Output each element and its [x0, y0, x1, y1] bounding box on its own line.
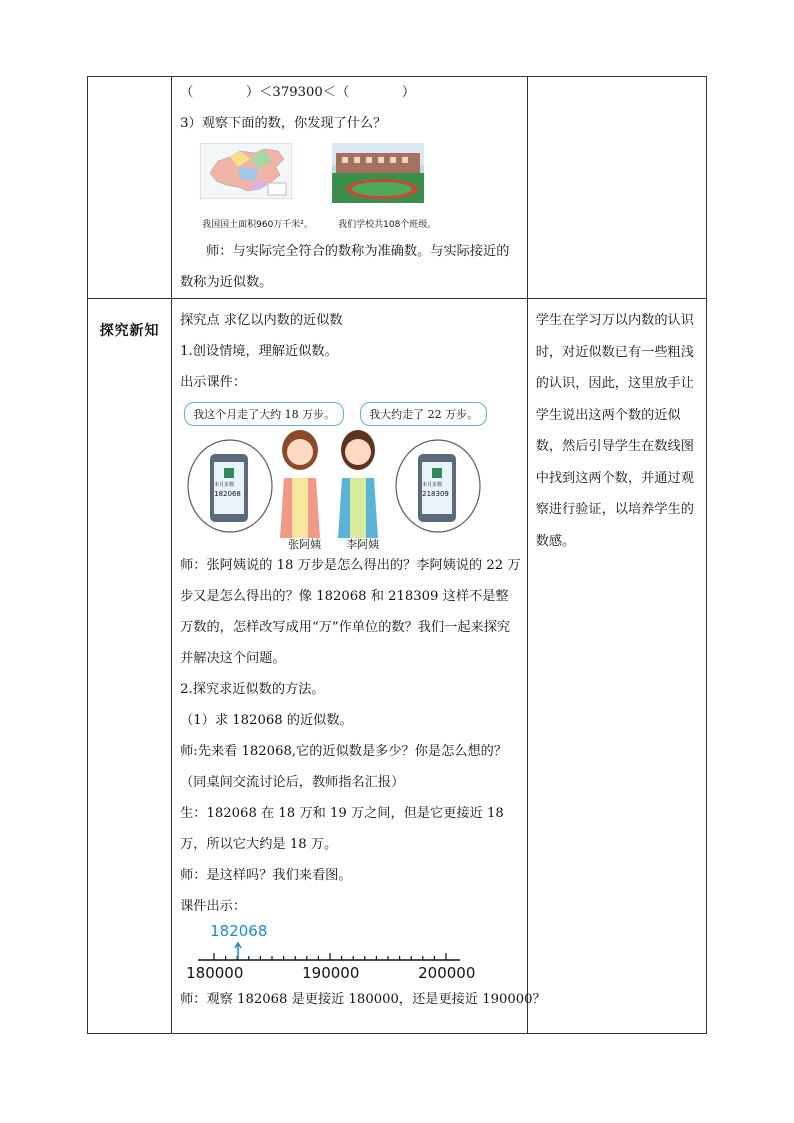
show-courseware: 出示课件：	[180, 375, 247, 390]
school-image	[332, 143, 424, 203]
aunties-image	[180, 398, 525, 550]
section-label: 探究新知	[88, 299, 172, 1034]
step-2-1: （1）求 182068 的近似数。	[180, 713, 353, 728]
phone-left-value: 182068	[214, 490, 241, 498]
step-1: 1.创设情境，理解近似数。	[180, 344, 338, 359]
final-question: 师：观察 182068 是更接近 180000，还是更接近 190000？	[180, 992, 546, 1007]
number-line-marker-label: 182068	[210, 922, 268, 940]
row1-label-cell	[88, 77, 172, 299]
explore-point: 探究点 求亿以内数的近似数	[180, 313, 343, 328]
definition-paragraph: 师：与实际完全符合的数称为准确数。与实际接近的数称为近似数。	[180, 244, 510, 290]
design-note: 学生在学习万以内数的认识时，对近似数已有一些粗浅的认识，因此，这里放手让学生说出这两个数的近似数，然后引导学生在数线图中找到这两个数，并通过观察进行验证，以培养学生的数感。	[535, 313, 694, 549]
phone-right-title: 本月步数	[422, 482, 443, 488]
number-line-label-1: 190000	[302, 964, 360, 982]
courseware-show: 课件出示：	[180, 899, 247, 914]
row2-content-cell	[172, 299, 546, 1034]
example-images	[200, 143, 527, 213]
discussion-note: （同桌间交流讨论后，教师指名汇报）	[180, 775, 405, 790]
number-line-label-2: 200000	[418, 964, 476, 982]
inequality-line: （ ）＜379300＜（ ）	[180, 85, 416, 100]
phone-left-title: 本月步数	[214, 482, 235, 488]
china-map-image	[200, 143, 292, 199]
number-line-label-0: 180000	[186, 964, 244, 982]
observe-question: 3）观察下面的数，你发现了什么？	[180, 116, 387, 131]
step-2: 2.探究求近似数的方法。	[180, 682, 325, 697]
teacher-look: 师：是这样吗？我们来看图。	[180, 868, 352, 883]
name-right: 李阿姨	[346, 538, 380, 551]
row2-note-cell	[527, 299, 706, 1034]
row1-note-cell	[527, 77, 706, 299]
marker-arrow	[235, 943, 241, 959]
speech-bubble-right: 我大约走了 22 万步。	[360, 402, 487, 426]
number-line	[180, 922, 527, 984]
row1-content-cell	[172, 77, 528, 299]
lesson-table	[87, 76, 707, 1034]
question-paragraph: 师：张阿姨说的 18 万步是怎么得出的？李阿姨说的 22 万步又是怎么得出的？像 182068 和 218309 这样不是整万数的，怎样改写成用“万”作单位的数？我们一起来探究并解决这个问题。	[180, 558, 521, 666]
student-answer: 生：182068 在 18 万和 19 万之间，但是它更接近 18 万，所以它大约是 18 万。	[180, 806, 504, 852]
image-captions	[202, 217, 527, 230]
caption-right: 我们学校共108个班级。	[338, 220, 437, 230]
caption-left: 我国国土面积960万千米²。	[202, 220, 313, 230]
speech-bubble-left: 我这个月走了大约 18 万步。	[184, 402, 344, 426]
illustration	[180, 398, 527, 550]
name-left: 张阿姨	[288, 538, 322, 551]
teacher-question: 师:先来看 182068,它的近似数是多少？你是怎么想的？	[180, 744, 508, 759]
phone-right-value: 218309	[422, 490, 449, 498]
